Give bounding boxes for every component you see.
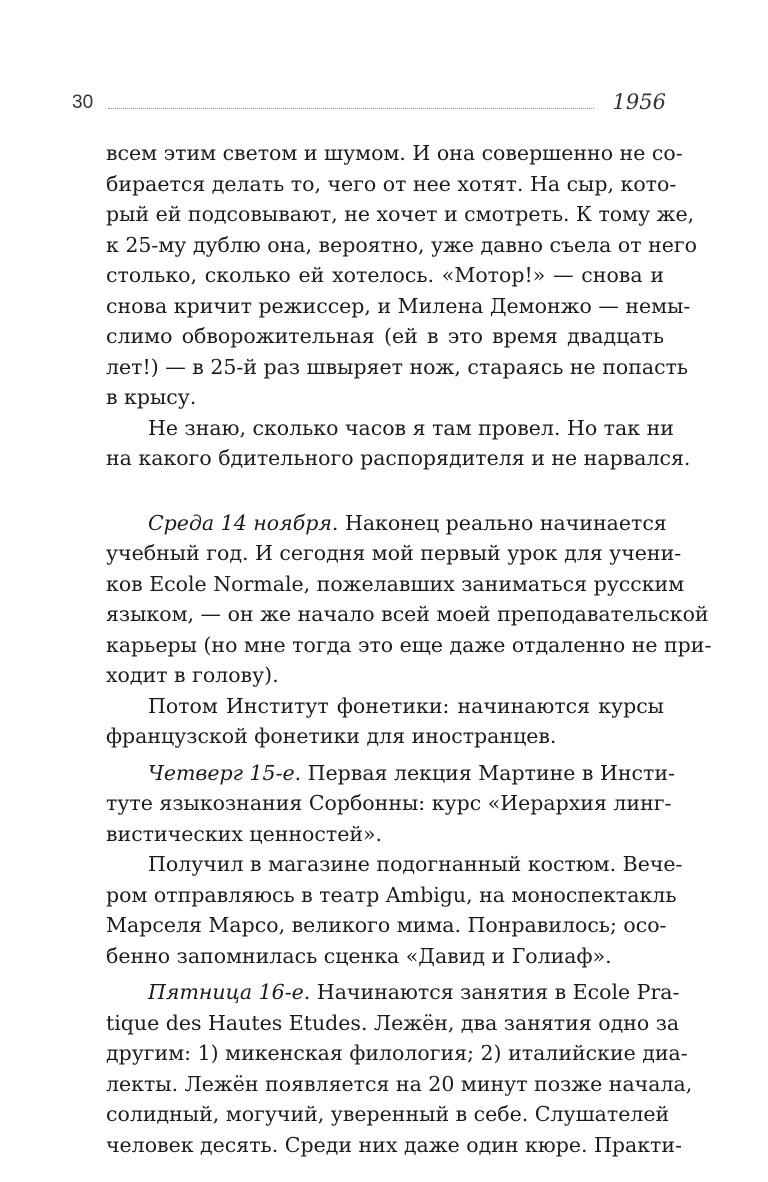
text-line: снова кричит режиссер, и Милена Демонжо — немы- xyxy=(106,293,691,318)
section-break xyxy=(106,474,664,508)
text-line: на какого бдительного распорядителя и не нарвался. xyxy=(106,446,691,470)
dotted-leader xyxy=(108,108,594,109)
entry-first-line xyxy=(106,977,680,1008)
text-line: солидный, могучий, уверенный в себе. Слушателей xyxy=(106,1102,670,1126)
entry-first-line xyxy=(106,508,667,539)
text-line: в крысу. xyxy=(106,385,197,409)
body-text xyxy=(106,138,712,1160)
text-line: всем этим светом и шумом. И она совершенно не со- xyxy=(106,141,683,165)
text-line: ков Ecole Normale, пожелавших заниматься русским xyxy=(106,571,685,596)
text-line: ходит в голову). xyxy=(106,663,279,687)
text-line: языком, — он же начало всей моей преподавательской xyxy=(106,602,709,626)
entry-text: Первая лекция Мартине в Инсти- xyxy=(301,760,675,785)
text-line: Марселя Марсо, великого мима. Понравилось; осо- xyxy=(106,913,667,937)
entry-date: Среда 14 ноября. xyxy=(148,510,339,535)
text-line: Потом Институт фонетики: начинаются курсы xyxy=(148,693,664,718)
text-line: учебный год. И сегодня мой первый урок для учени- xyxy=(106,541,682,565)
text-line: Не знаю, сколько часов я там провел. Но так ни xyxy=(148,415,674,440)
text-line: человек десять. Среди них даже один кюре. Практи- xyxy=(106,1132,682,1157)
text-line: бирается делать то, чего от нее хотят. На сыр, кото- xyxy=(106,171,677,196)
paragraph xyxy=(106,849,683,971)
diary-entry xyxy=(106,508,712,691)
text-line: другим: 1) микенская филология; 2) италийские диа- xyxy=(106,1041,688,1065)
text-line: слимо обворожительная (ей в это время двадцать xyxy=(106,324,664,348)
running-header xyxy=(72,88,666,122)
entry-date: Пятница 16-е. xyxy=(148,980,311,1004)
text-line: карьеры (но мне тогда это еще даже отдаленно не при- xyxy=(106,632,712,657)
text-line: французской фонетики для иностранцев. xyxy=(106,724,557,748)
paragraph xyxy=(106,138,697,413)
text-line: tique des Hautes Etudes. Лежён, два занятия одно за xyxy=(106,1010,680,1035)
entry-first-line xyxy=(106,758,675,789)
text-line: бенно запомнилась сценка «Давид и Голиаф». xyxy=(106,943,612,968)
text-line: Получил в магазине подогнанный костюм. Вече- xyxy=(148,852,683,876)
paragraph xyxy=(106,413,691,474)
text-line: к 25-му дублю она, вероятно, уже давно съела от него xyxy=(106,232,697,257)
text-line: туте языкознания Сорбонны: курс «Иерархия линг- xyxy=(106,791,672,815)
diary-entry xyxy=(106,977,693,1160)
entry-date: Четверг 15-е. xyxy=(148,760,302,785)
page-number: 30 xyxy=(72,92,94,113)
text-line: вистических ценностей». xyxy=(106,821,383,846)
text-line: столько, сколько ей хотелось. «Мотор!» — снова и xyxy=(106,263,664,287)
text-line: лекты. Лежён появляется на 20 минут позже начала, xyxy=(106,1071,693,1096)
text-line: рый ей подсовывают, не хочет и смотреть. К тому же, xyxy=(106,202,695,226)
running-title: 1956 xyxy=(612,90,666,114)
diary-entry xyxy=(106,758,675,850)
entry-text: Наконец реально начинается xyxy=(338,510,667,535)
paragraph xyxy=(106,691,664,752)
text-line: лет!) — в 25-й раз швыряет нож, стараясь не попасть xyxy=(106,354,689,379)
text-line: ром отправляюсь в театр Ambigu, на моноспектакль xyxy=(106,882,677,907)
entry-text: Начинаются занятия в Ecole Pra- xyxy=(310,980,680,1004)
